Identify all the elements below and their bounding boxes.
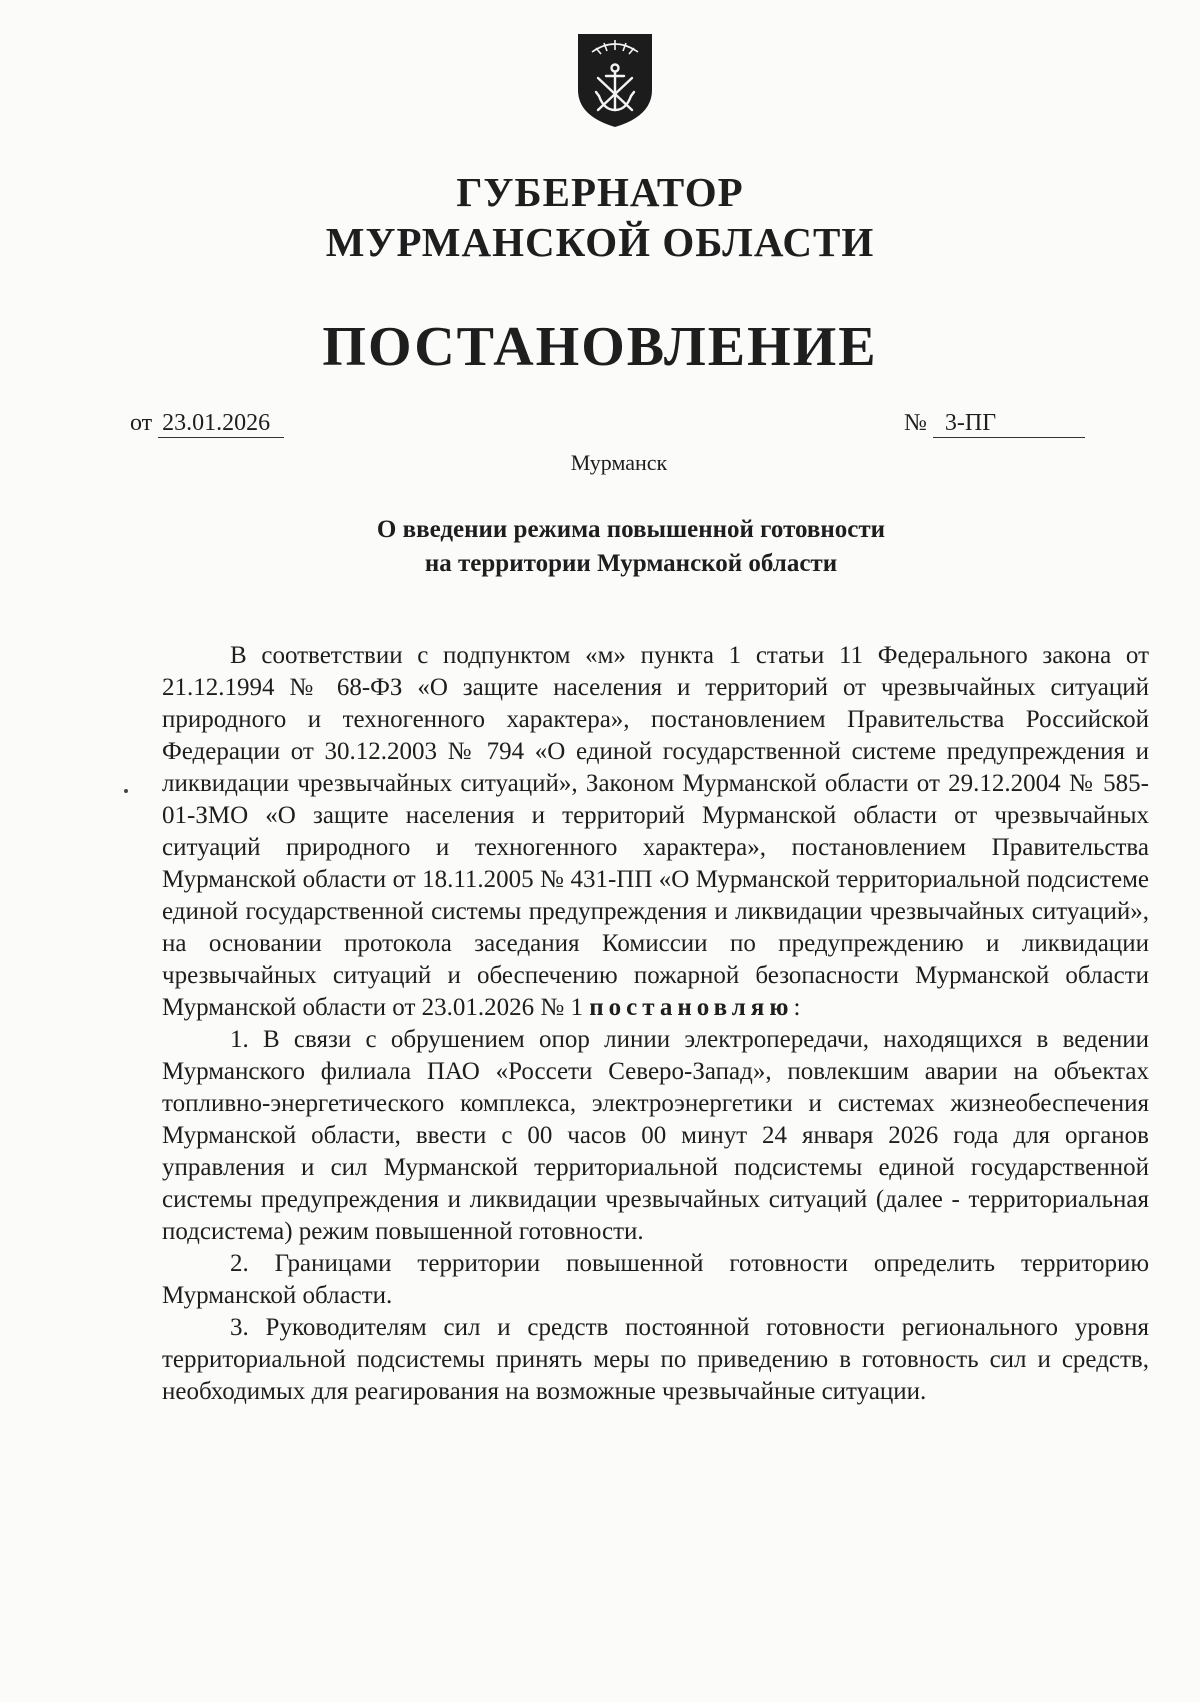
- title-line: на территории Мурманской области: [424, 550, 838, 577]
- authority-name-line1: ГУБЕРНАТОР: [456, 169, 744, 215]
- decree-word: постановляю: [589, 994, 794, 1021]
- preamble-text: В соответствии с подпунктом «м» пункта 1 статьи 11 Федерального закона от 21.12.1994 № 68-ФЗ «О защите населения и территорий от чрезвычайных ситуаций природного и техногенного характера», постановлением Правительства Российской Федерации от 30.12.2003 № 794 «О единой государственной системе предупреждения и ликвидации чрезвычайных ситуаций», Законом Мурманской области от 29.12.2004 № 585-01-ЗМО «О защите населения и территорий Мурманской области от чрезвычайных ситуаций природного и техногенного характера», постановлением Правительства Мурманской области от 18.11.2005 № 431-ПП «О Мурманской территориальной подсистеме единой государственной системы предупреждения и ликвидации чрезвычайных ситуаций», на основании протокола заседания Комиссии по предупреждению и ликвидации чрезвычайных ситуаций и обеспечению пожарной безопасности Мурманской области Мурманской области от 23.01.2026 № 1: [162, 642, 1149, 1021]
- murmansk-coat-of-arms-icon: [574, 30, 656, 130]
- numbered-item: 3. Руководителям сил и средств постоянной готовности регионального уровня территориальной подсистемы принять меры по приведению в готовность сил и средств, необходимых для реагирования на возможные чрезвычайные ситуации.: [162, 1314, 1149, 1405]
- document-date: [130, 410, 284, 438]
- document-body: [162, 640, 1149, 1408]
- preamble-paragraph: [162, 640, 1149, 1024]
- document-title: [0, 513, 1200, 581]
- numbered-item: 2. Границами территории повышенной готовности определить территорию Мурманской области.: [162, 1250, 1149, 1309]
- document-number: [904, 410, 1085, 438]
- authority-name-line2: МУРМАНСКОЙ ОБЛАСТИ: [325, 219, 875, 265]
- numbered-item: 1. В связи с обрушением опор линии электропередачи, находящихся в ведении Мурманского филиала ПАО «Россети Северо-Запад», повлекшим аварии на объектах топливно-энергетического комплекса, электроэнергетики и системах жизнеобеспечения Мурманской области, ввести с 00 часов 00 минут 24 января 2026 года для органов управления и сил Мурманской территориальной подсистемы единой государственной системы предупреждения и ликвидации чрезвычайных ситуаций (далее - территориальная подсистема) режим повышенной готовности.: [162, 1026, 1149, 1245]
- date-value: 23.01.2026: [158, 410, 284, 438]
- place-of-issue: Мурманск: [570, 450, 668, 475]
- number-prefix: №: [904, 410, 927, 436]
- document-type-heading: ПОСТАНОВЛЕНИЕ: [322, 316, 878, 378]
- date-prefix: от: [130, 410, 153, 436]
- number-value: 3-ПГ: [933, 410, 1085, 438]
- decree-colon: :: [793, 994, 801, 1021]
- scan-speck: [124, 789, 128, 793]
- title-line: О введении режима повышенной готовности: [376, 516, 886, 543]
